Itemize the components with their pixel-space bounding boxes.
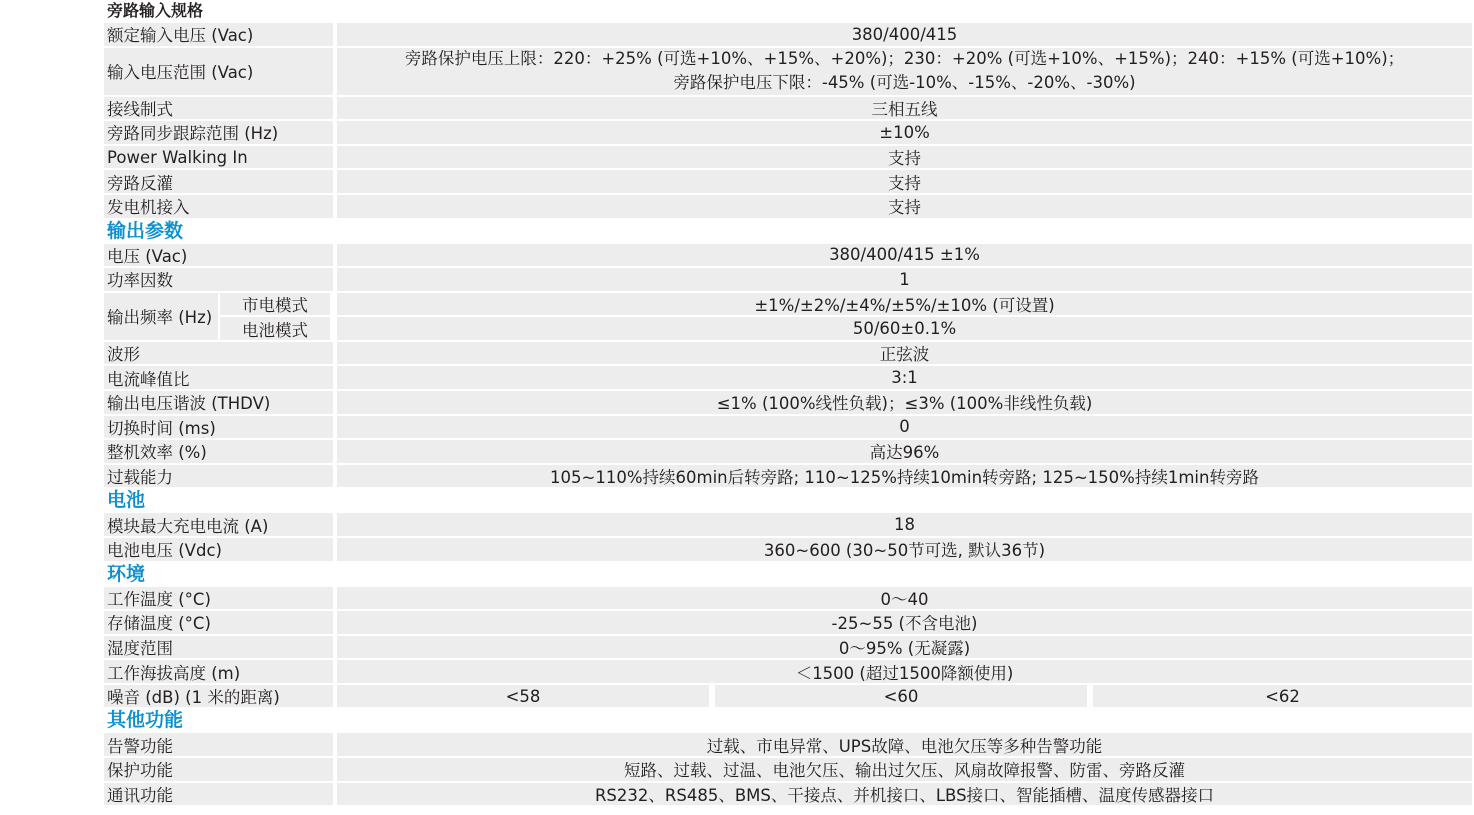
spec-row	[104, 341, 1472, 366]
spec-label: 存储温度 (°C)	[104, 611, 333, 634]
spec-sheet	[104, 0, 1472, 806]
spec-value: 0	[337, 416, 1472, 439]
spec-value: ±10%	[337, 121, 1472, 144]
spec-value: 过载、市电异常、UPS故障、电池欠压等多种告警功能	[337, 733, 1472, 756]
spec-value: 支持	[337, 170, 1472, 193]
spec-row	[104, 537, 1472, 562]
spec-value: 18	[337, 513, 1472, 536]
section-title-battery: 电池	[107, 489, 146, 512]
spec-value: 380/400/415 ±1%	[337, 244, 1472, 267]
spec-label: 切换时间 (ms)	[104, 416, 333, 439]
spec-value: 50/60±0.1%	[337, 317, 1472, 340]
spec-row	[104, 610, 1472, 635]
spec-label: 工作海拔高度 (m)	[104, 660, 333, 683]
spec-row	[104, 439, 1472, 464]
spec-label: 波形	[104, 342, 333, 365]
spec-value-line: 旁路保护电压上限：220：+25% (可选+10%、+15%、+20%)；230：+20% (可选+10%、+15%)；240：+15% (可选+10%)；	[404, 49, 1405, 69]
spec-row	[104, 659, 1472, 684]
spec-row	[104, 96, 1472, 121]
spec-value: ≤1% (100%线性负载)；≤3% (100%非线性负载)	[337, 391, 1472, 414]
spec-value: 3:1	[337, 366, 1472, 389]
spec-row	[104, 145, 1472, 170]
spec-label: 输入电压范围 (Vac)	[104, 48, 333, 95]
output-frequency-group	[104, 292, 1472, 341]
spec-label: 整机效率 (%)	[104, 440, 333, 463]
section-title-output: 输出参数	[107, 219, 184, 242]
spec-label: Power Walking In	[104, 146, 333, 169]
spec-label: 额定输入电压 (Vac)	[104, 23, 333, 46]
spec-row-noise	[104, 684, 1472, 709]
spec-row	[104, 365, 1472, 390]
spec-label: 发电机接入	[104, 195, 333, 218]
spec-value: 380/400/415	[337, 23, 1472, 46]
spec-label: 通讯功能	[104, 783, 333, 806]
spec-row	[104, 757, 1472, 782]
spec-label: 告警功能	[104, 733, 333, 756]
spec-row	[104, 47, 1472, 96]
spec-value: <60	[715, 685, 1087, 708]
section-title-bypass: 旁路输入规格	[107, 1, 204, 20]
spec-value: <58	[337, 685, 709, 708]
spec-row	[104, 194, 1472, 219]
spec-value-line: 旁路保护电压下限：-45% (可选-10%、-15%、-20%、-30%)	[673, 73, 1136, 93]
spec-value: 正弦波	[337, 342, 1472, 365]
spec-sublabel-mains: 市电模式	[220, 293, 330, 316]
spec-label: 保护功能	[104, 758, 333, 781]
spec-row	[104, 243, 1472, 268]
spec-row	[104, 732, 1472, 757]
spec-row	[104, 464, 1472, 489]
spec-value: 支持	[337, 146, 1472, 169]
spec-sublabel-battery: 电池模式	[220, 317, 330, 340]
spec-label: 噪音 (dB) (1 米的距离)	[104, 685, 333, 708]
spec-label: 电流峰值比	[104, 366, 333, 389]
spec-value: 高达96%	[337, 440, 1472, 463]
spec-label: 过载能力	[104, 465, 333, 488]
spec-row	[104, 22, 1472, 47]
spec-value: 105~110%持续60min后转旁路; 110~125%持续10min转旁路; 125~150%持续1min转旁路	[337, 465, 1472, 488]
spec-label: 湿度范围	[104, 636, 333, 659]
spec-value: 支持	[337, 195, 1472, 218]
spec-row	[104, 120, 1472, 145]
spec-value: ±1%/±2%/±4%/±5%/±10% (可设置)	[337, 293, 1472, 316]
spec-value: 短路、过载、过温、电池欠压、输出过欠压、风扇故障报警、防雷、旁路反灌	[337, 758, 1472, 781]
spec-row	[104, 586, 1472, 611]
spec-label: 模块最大充电电流 (A)	[104, 513, 333, 536]
spec-label: 工作温度 (°C)	[104, 587, 333, 610]
spec-label: 电池电压 (Vdc)	[104, 538, 333, 561]
spec-value: 0～95% (无凝露)	[337, 636, 1472, 659]
spec-label: 功率因数	[104, 268, 333, 291]
spec-value: <62	[1093, 685, 1472, 708]
spec-row	[104, 169, 1472, 194]
spec-label: 接线制式	[104, 97, 333, 120]
section-title-other: 其他功能	[107, 709, 184, 732]
spec-value: 三相五线	[337, 97, 1472, 120]
spec-label: 旁路反灌	[104, 170, 333, 193]
spec-row	[104, 390, 1472, 415]
spec-value: RS232、RS485、BMS、干接点、并机接口、LBS接口、智能插槽、温度传感器接口	[337, 783, 1472, 806]
spec-row	[104, 267, 1472, 292]
spec-row	[104, 512, 1472, 537]
spec-value: 0～40	[337, 587, 1472, 610]
spec-label: 输出电压谐波 (THDV)	[104, 391, 333, 414]
section-title-environment: 环境	[107, 562, 146, 585]
spec-row	[104, 635, 1472, 660]
spec-value: 1	[337, 268, 1472, 291]
spec-row	[104, 782, 1472, 807]
spec-label: 旁路同步跟踪范围 (Hz)	[104, 121, 333, 144]
spec-label: 输出频率 (Hz)	[104, 293, 218, 340]
spec-label: 电压 (Vac)	[104, 244, 333, 267]
spec-value: ＜1500 (超过1500降额使用)	[337, 660, 1472, 683]
spec-row	[104, 415, 1472, 440]
spec-value: -25~55 (不含电池)	[337, 611, 1472, 634]
spec-value: 360~600 (30~50节可选, 默认36节)	[337, 538, 1472, 561]
spec-value	[337, 48, 1472, 95]
